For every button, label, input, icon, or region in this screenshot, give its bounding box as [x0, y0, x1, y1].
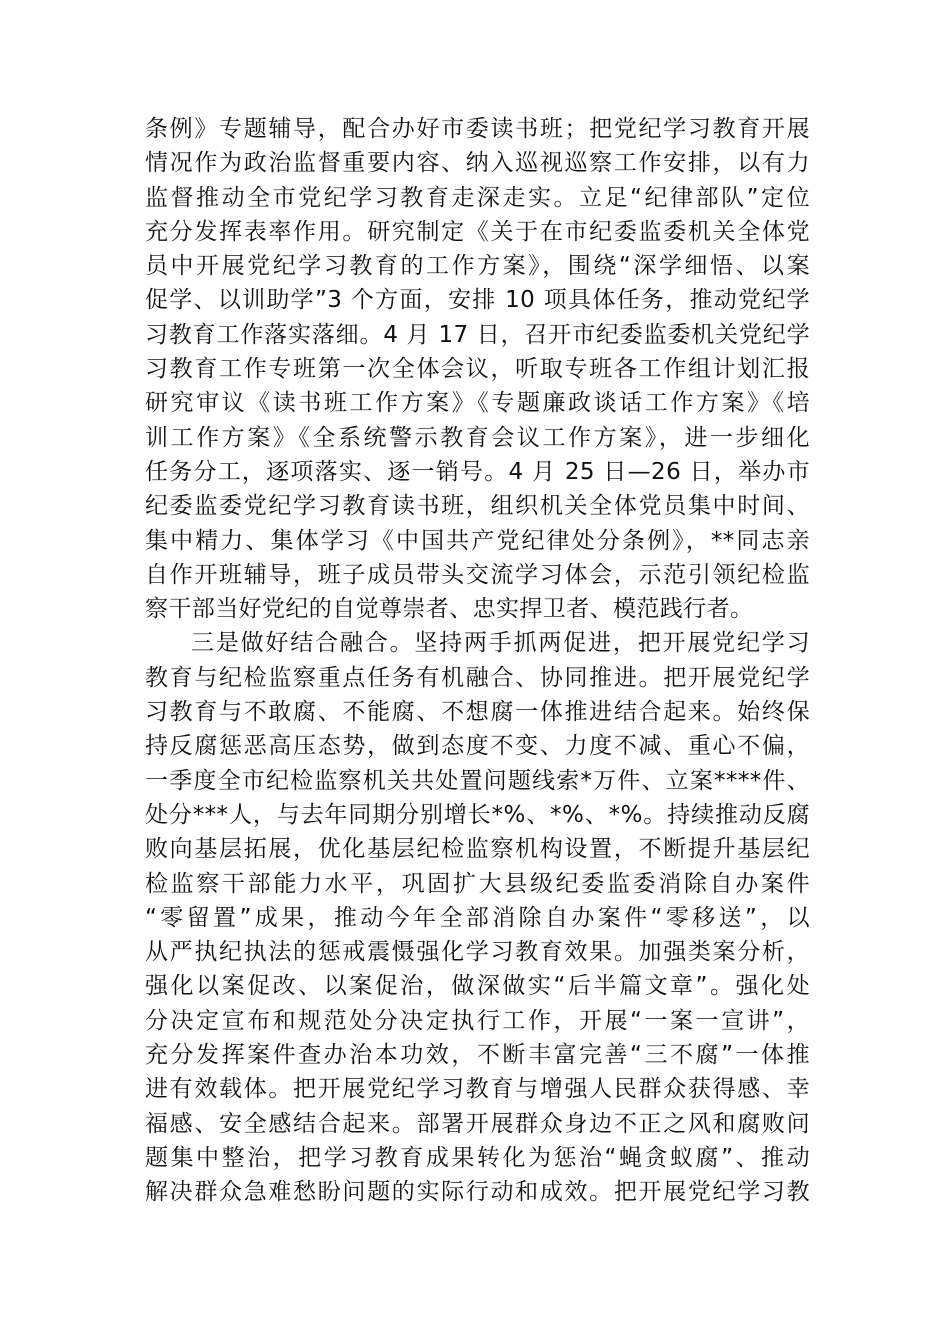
text-line: 监督推动全市党纪学习教育走深走实。立足“纪律部队”定位	[145, 184, 810, 211]
text-line: 习教育与不敢腐、不能腐、不想腐一体推进结合起来。始终保	[145, 699, 810, 726]
text-line: 分决定宣布和规范处分决定执行工作，开展“一案一宣讲”，	[145, 1007, 810, 1034]
paragraph-start-line: 三是做好结合融合。坚持两手抓两促进，把开展党纪学习	[191, 630, 810, 657]
text-line: 检监察干部能力水平，巩固扩大县级纪委监委消除自办案件	[145, 870, 810, 897]
text-line: 充分发挥案件查办治本功效，不断丰富完善“三不腐”一体推	[145, 1042, 810, 1069]
text-line: 强化以案促改、以案促治，做深做实“后半篇文章”。强化处	[145, 973, 810, 1000]
text-line: 进有效载体。把开展党纪学习教育与增强人民群众获得感、幸	[145, 1076, 810, 1103]
text-line: 察干部当好党纪的自觉尊崇者、忠实捍卫者、模范践行者。	[145, 596, 754, 623]
text-line: 员中开展党纪学习教育的工作方案》，围绕“深学细悟、以案	[145, 253, 810, 280]
text-line: 任务分工，逐项落实、逐一销号。4 月 25 日—26 日，举办市	[145, 458, 810, 485]
text-line: 题集中整治，把学习教育成果转化为惩治“蝇贪蚁腐”、推动	[145, 1144, 810, 1171]
text-line: 败向基层拓展，优化基层纪检监察机构设置，不断提升基层纪	[145, 836, 810, 863]
text-line: 从严执纪执法的惩戒震慑强化学习教育效果。加强类案分析，	[145, 939, 810, 966]
body-text	[145, 112, 810, 1210]
text-line: 福感、安全感结合起来。部署开展群众身边不正之风和腐败问	[145, 1110, 810, 1137]
text-line: 集中精力、集体学习《中国共产党纪律处分条例》，**同志亲	[145, 527, 810, 554]
text-line: 情况作为政治监督重要内容、纳入巡视巡察工作安排，以有力	[145, 150, 810, 177]
text-line: 解决群众急难愁盼问题的实际行动和成效。把开展党纪学习教	[145, 1179, 810, 1206]
text-line: 条例》专题辅导，配合办好市委读书班；把党纪学习教育开展	[145, 116, 810, 142]
text-line: 自作开班辅导，班子成员带头交流学习体会，示范引领纪检监	[145, 561, 810, 588]
text-line: 习教育工作落实落细。4 月 17 日，召开市纪委监委机关党纪学	[145, 321, 810, 348]
text-line: 处分***人，与去年同期分别增长*%、*%、*%。持续推动反腐	[145, 801, 810, 828]
text-line: 研究审议《读书班工作方案》《专题廉政谈话工作方案》《培	[145, 390, 810, 417]
text-line: 持反腐惩恶高压态势，做到态度不变、力度不减、重心不偏，	[145, 733, 810, 760]
text-line: “零留置”成果，推动今年全部消除自办案件“零移送”，以	[145, 904, 810, 931]
text-line: 训工作方案》《全系统警示教育会议工作方案》，进一步细化	[145, 424, 810, 451]
text-line: 教育与纪检监察重点任务有机融合、协同推进。把开展党纪学	[145, 664, 810, 691]
text-line: 一季度全市纪检监察机关共处置问题线索*万件、立案****件、	[145, 767, 810, 794]
text-line: 习教育工作专班第一次全体会议，听取专班各工作组计划汇报	[145, 356, 810, 383]
text-line: 促学、以训助学”3 个方面，安排 10 项具体任务，推动党纪学	[145, 287, 810, 314]
text-line: 充分发挥表率作用。研究制定《关于在市纪委监委机关全体党	[145, 218, 810, 245]
text-line: 纪委监委党纪学习教育读书班，组织机关全体党员集中时间、	[145, 493, 810, 520]
